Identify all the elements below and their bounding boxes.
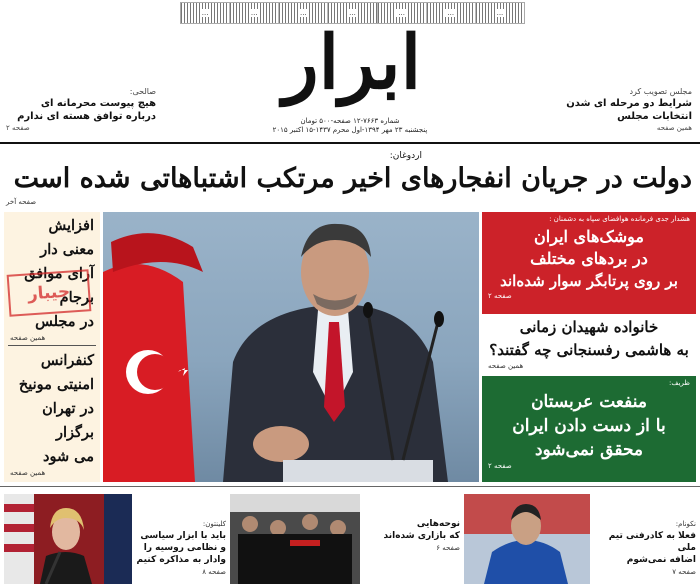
mourners-illustration [230,494,360,584]
strip-label: ... [398,9,405,17]
strip-label: ... [250,9,258,17]
clinton-photo[interactable] [4,494,132,584]
bottom-title-line: باید با ابزار سیاسی [140,531,226,541]
left-title-line: در تهران [42,400,94,417]
side-story-left[interactable] [6,86,156,134]
left-title-line: می شود [43,448,94,465]
mourner-head [242,516,258,532]
strip-label: ... [349,9,356,17]
mourner-head [330,520,346,536]
speaker-illustration-2 [4,494,132,584]
side-title: انتخابات مجلس [617,111,692,122]
flag-blue [104,494,132,584]
red-story-box[interactable] [482,212,696,314]
red-stamp: جیبار [7,269,92,317]
microphone-head [434,311,444,327]
bottom-title-line: نوحه‌هایی [416,519,460,529]
jersey [484,540,568,584]
box-title-line: منفعت عربستان [531,392,647,412]
left-title-line: معنی دار [40,241,94,258]
bottom-title-line: فعلا به کادرفنی تیم ملی [608,531,696,553]
left-title-line: امنیتی مونیخ [18,376,94,393]
bottom-title-line: اضافه نمی‌شوم [626,555,696,565]
strip-cell [475,3,524,23]
strip-label: ... [447,9,455,17]
box-title-line: بر روی پرتابگر سوار شده‌اند [500,272,678,290]
lead-kicker: اردوغان: [389,151,422,161]
mid-title-line: به هاشمی رفسنجانی چه گفتند؟ [489,341,689,359]
hand [253,426,309,462]
bottom-page-ref: صفحه ۸ [202,568,226,576]
strip-label: ... [496,9,504,17]
side-kicker: صالحی: [129,87,156,96]
issue-date: پنجشنبه ۲۳ مهر ۱۳۹۴-اول محرم ۱۴۳۷-۱۵ اکتبر ۲۰۱۵ [272,126,428,134]
left-title-line: برگزار [56,424,94,441]
bottom-kicker: نکونام: [675,520,696,528]
lead-headline[interactable]: دولت در جریان انفجارهای اخیر مرتکب اشتباهاتی شده است [13,163,692,194]
flag-fold [111,233,203,272]
side-story-right[interactable] [532,86,692,134]
microphone-head [363,302,373,318]
left-title-line: آرای موافق [24,265,94,282]
box-page-ref: صفحه ۲ [488,462,512,470]
side-page-ref: صفحه ۲ [6,124,30,132]
green-story-box[interactable] [482,376,696,482]
footballer-photo[interactable] [464,494,590,584]
red-banner [290,540,320,546]
box-kicker: ظریف: [669,379,690,387]
footballer-illustration [464,494,590,584]
box-title-line: محقق نمی‌شود [534,440,644,460]
box-title-line: در بردهای مختلف [530,249,648,268]
header-rule [0,142,700,144]
box-title-line: موشک‌های ایران [534,227,644,246]
strip-cell [181,3,229,23]
mourner-head [270,520,286,536]
bottom-story-2[interactable] [364,518,460,554]
newspaper-logo: ابرار [282,20,422,106]
bottom-kicker: کلینتون: [202,520,226,528]
left-title-line: کنفرانس [40,352,94,369]
bottom-rule [0,486,700,487]
background [230,494,360,512]
speaker-illustration [103,212,479,482]
bottom-story-1[interactable] [592,518,696,578]
mid-page-ref: همین صفحه [488,362,524,370]
left-divider [8,345,96,346]
box-kicker: هشدار جدی فرمانده هوافضای سپاه به دشمنان : [549,215,690,223]
strip-label: ... [300,9,307,17]
podium [283,460,433,482]
bottom-title-line: که بازاری شده‌اند [383,531,460,541]
left-title-line: در مجلس [35,313,94,330]
mid-story[interactable] [482,316,696,374]
flag-stripe [4,504,34,512]
flag-stripe [4,524,34,532]
mid-title-line: خانواده شهیدان زمانی [519,318,659,336]
box-page-ref: صفحه ۲ [488,292,512,300]
bottom-story-3[interactable] [136,518,226,578]
side-title: درباره توافق هسته ای ندارم [17,111,156,122]
left-title-line: برجام [59,289,94,306]
side-title: هیچ پیوست محرمانه ای [40,98,156,109]
mourner-head [302,514,318,530]
left-story[interactable] [4,347,100,479]
left-column [4,212,100,482]
side-page-ref: همین صفحه [656,124,692,132]
strip-label: ... [201,9,209,17]
flag-stripe [4,544,34,552]
side-kicker: مجلس تصویب کرد [629,87,692,96]
box-title-line: با از دست دادن ایران [512,416,666,436]
bottom-page-ref: صفحه ۶ [436,544,460,552]
lead-page-ref: صفحه آخر [6,198,37,206]
flag-crescent-inner [137,354,173,390]
bottom-title-line: وادار به مذاکره کنیم [136,555,226,565]
issue-number: شماره ۷۶۶۳-۱۲ صفحه-۵۰۰ تومان [300,117,400,125]
side-title: شرایط دو مرحله ای شدن [566,98,692,109]
left-page-ref: همین صفحه [10,469,46,477]
left-title-line: افزایش [48,217,94,234]
bottom-page-ref: صفحه ۷ [672,568,696,576]
bottom-title-line: و نظامی روسیه را [143,543,226,553]
issue-info [262,117,438,135]
mourners-photo[interactable] [230,494,360,584]
lead-photo[interactable] [103,212,479,482]
left-page-ref: همین صفحه [10,334,46,342]
